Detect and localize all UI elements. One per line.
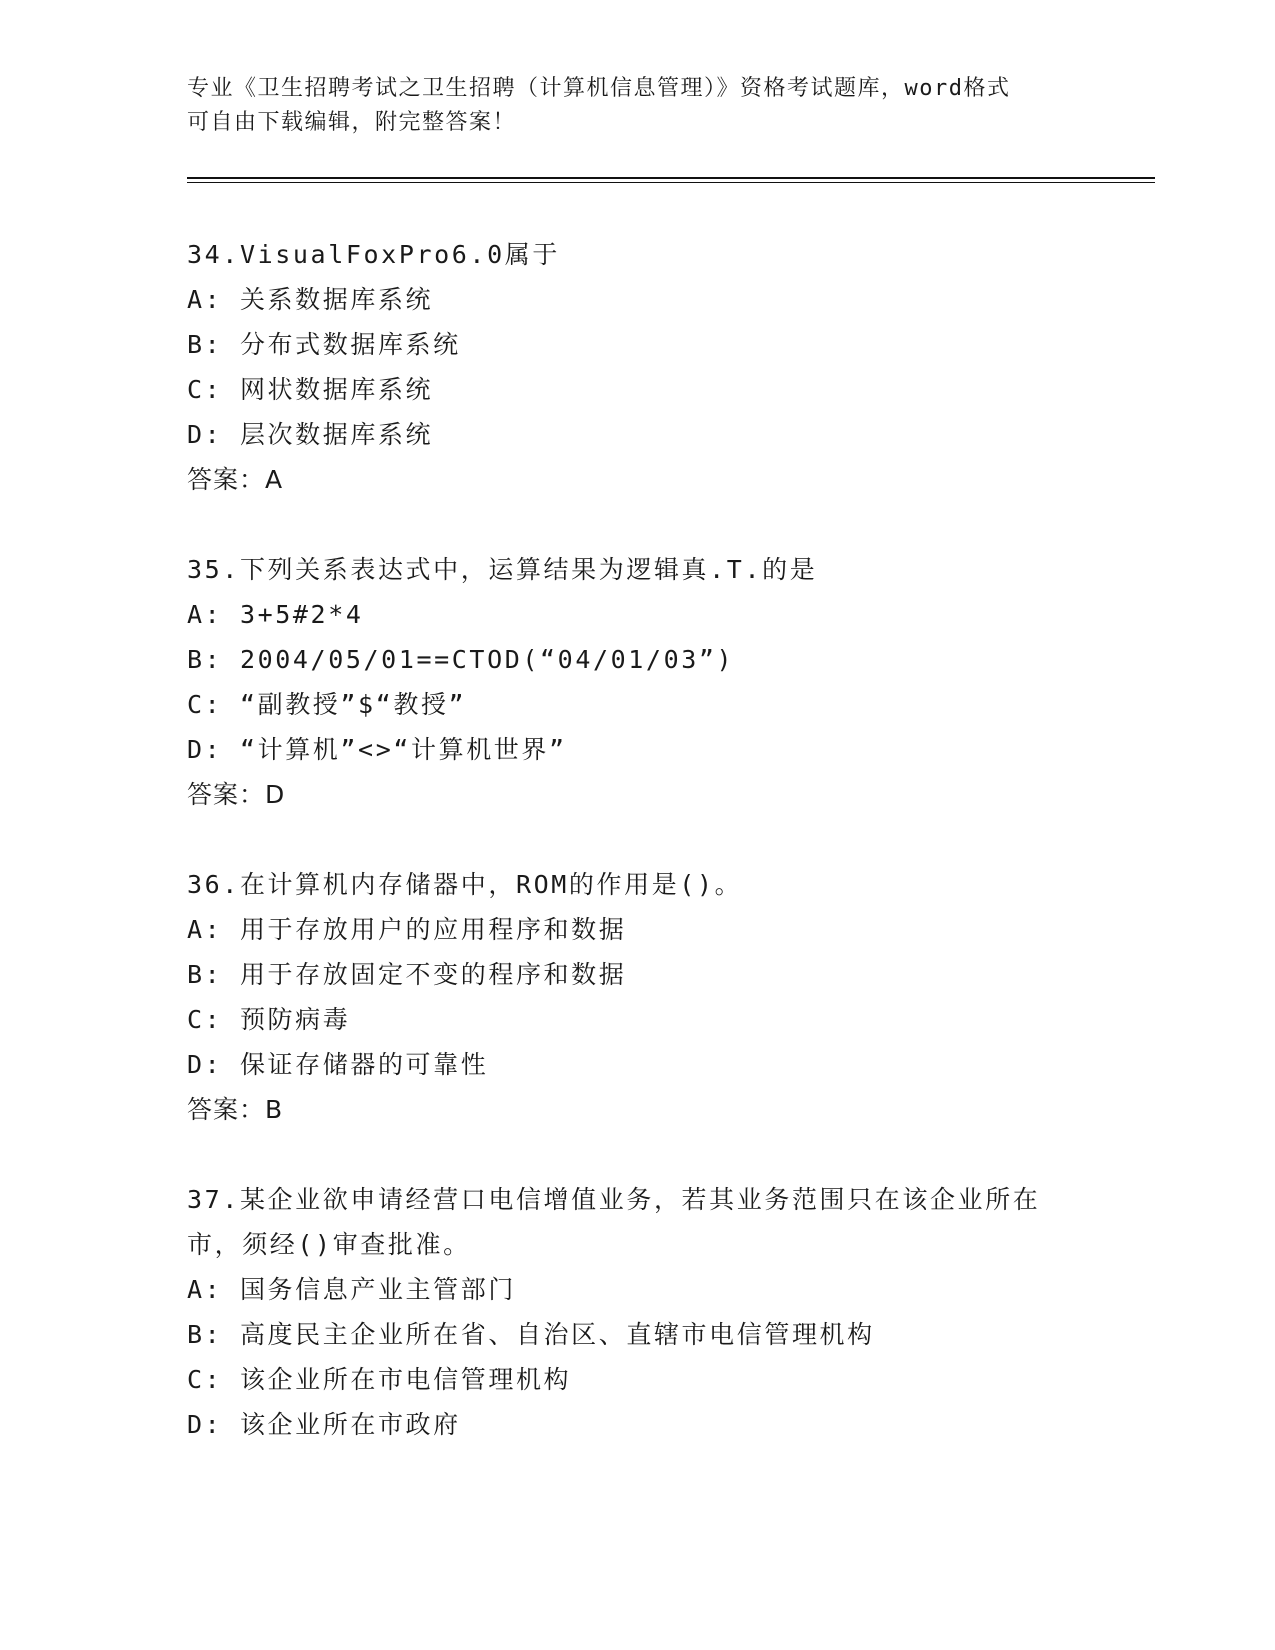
option-c: C: 该企业所在市电信管理机构 [187, 1365, 572, 1394]
question-stem-line-1: 37.某企业欲申请经营口电信增值业务，若其业务范围只在该企业所在 [187, 1185, 1041, 1214]
header-line-2: 可自由下载编辑，附完整答案！ [187, 110, 517, 135]
option-b: B: 分布式数据库系统 [187, 330, 461, 359]
question-35 [187, 547, 1087, 817]
option-c: C: 预防病毒 [187, 1005, 351, 1034]
option-b: B: 高度民主企业所在省、自治区、直辖市电信管理机构 [187, 1320, 875, 1349]
option-d: D: 该企业所在市政府 [187, 1410, 461, 1439]
option-c: C: 网状数据库系统 [187, 375, 434, 404]
option-c: C: “副教授”$“教授” [187, 690, 467, 719]
option-a: A: 3+5#2*4 [187, 600, 364, 629]
header-line-1: 专业《卫生招聘考试之卫生招聘（计算机信息管理）》资格考试题库，word格式 [187, 76, 1011, 101]
answer-label: 答案：A [187, 465, 284, 494]
option-d: D: 保证存储器的可靠性 [187, 1050, 489, 1079]
option-d: D: 层次数据库系统 [187, 420, 434, 449]
question-stem: 34.VisualFoxPro6.0属于 [187, 240, 560, 269]
document-header [187, 72, 1087, 140]
header-divider-thick [187, 177, 1155, 179]
option-d: D: “计算机”<>“计算机世界” [187, 735, 567, 764]
question-stem: 36.在计算机内存储器中，ROM的作用是()。 [187, 870, 743, 899]
question-36 [187, 862, 1087, 1132]
answer-label: 答案：B [187, 1095, 284, 1124]
option-a: A: 用于存放用户的应用程序和数据 [187, 915, 627, 944]
question-list [187, 232, 1087, 1492]
question-stem: 35.下列关系表达式中，运算结果为逻辑真.T.的是 [187, 555, 818, 584]
question-34 [187, 232, 1087, 502]
header-divider-thin [187, 182, 1155, 183]
option-b: B: 2004/05/01==CTOD(“04/01/03”) [187, 645, 735, 674]
answer-label: 答案：D [187, 780, 286, 809]
question-37 [187, 1177, 1087, 1447]
option-a: A: 国务信息产业主管部门 [187, 1275, 516, 1304]
question-stem-line-2: 市，须经()审查批准。 [187, 1230, 471, 1259]
option-b: B: 用于存放固定不变的程序和数据 [187, 960, 627, 989]
option-a: A: 关系数据库系统 [187, 285, 434, 314]
